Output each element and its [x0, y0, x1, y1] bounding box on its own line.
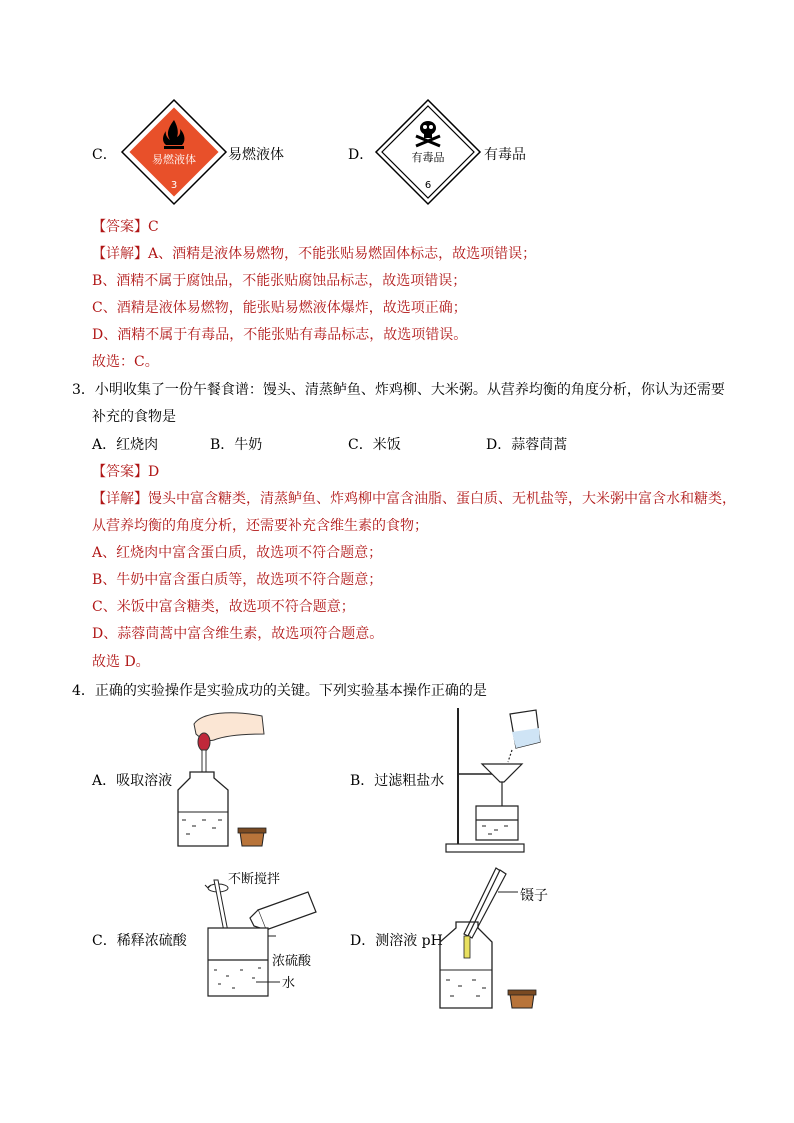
- tweezers-icon: [464, 868, 518, 938]
- beaker-icon: [208, 928, 268, 996]
- sign-c-class-number: 3: [170, 180, 178, 191]
- detail-text: A、酒精是液体易燃物，不能张贴易燃固体标志，故选项错误；: [148, 246, 537, 262]
- q4-option-a: A．吸取溶液: [92, 773, 173, 789]
- sign-d-class-number: 6: [424, 180, 432, 191]
- reagent-bottle-icon: [178, 772, 228, 846]
- flammable-liquid-sign: [120, 98, 228, 206]
- q3-option-c: C．米饭: [348, 437, 401, 453]
- q3-detail-line-d: D、蒜蓉茼蒿中富含维生素，故选项符合题意。: [92, 626, 384, 642]
- q3-detail-line-a: A、红烧肉中富含蛋白质，故选项不符合题意；: [92, 545, 383, 561]
- dilution-illustration: [196, 870, 326, 1000]
- q2-detail-line-a: [92, 243, 536, 263]
- stopper-icon: [508, 990, 536, 1008]
- answer-value: D: [148, 464, 160, 480]
- q4-stem: 4．正确的实验操作是实验成功的关键。下列实验基本操作正确的是: [72, 683, 487, 699]
- q2-detail-line-b: B、酒精不属于腐蚀品，不能张贴腐蚀品标志，故选项错误；: [92, 273, 467, 289]
- q3-detail-line-1: [92, 488, 736, 508]
- q3-detail-line-b: B、牛奶中富含蛋白质等，故选项不符合题意；: [92, 572, 383, 588]
- answer-tag: 【答案】: [92, 464, 148, 480]
- answer-value: C: [148, 219, 159, 235]
- q4-option-c: C．稀释浓硫酸: [92, 933, 187, 949]
- detail-tag: 【详解】: [92, 491, 148, 507]
- q2-conclusion: 故选：C。: [92, 354, 159, 370]
- label-conc-acid: 浓硫酸: [272, 954, 312, 969]
- filtration-illustration: [442, 706, 542, 856]
- detail-text: 馒头中富含糖类，清蒸鲈鱼、炸鸡柳中富含油脂、蛋白质、无机盐等，大米粥中富含水和糖类，: [148, 491, 736, 507]
- stopper-icon: [238, 828, 266, 846]
- q3-option-a: A．红烧肉: [92, 437, 159, 453]
- q3-conclusion: 故选 D。: [92, 654, 150, 670]
- q4-option-b: B．过滤粗盐水: [350, 773, 445, 789]
- sign-d-text: 有毒品: [411, 151, 445, 164]
- label-stir: 不断搅拌: [228, 872, 281, 887]
- sign-c-text: 易燃液体: [152, 153, 196, 166]
- ph-test-illustration: [434, 866, 544, 1016]
- option-d-label: 有毒品: [484, 147, 526, 163]
- acid-bottle-icon: [250, 892, 316, 930]
- option-c-letter: C．: [92, 147, 117, 163]
- beaker-pouring-icon: [508, 710, 540, 762]
- q2-detail-line-c: C、酒精是液体易燃物，能张贴易燃液体爆炸，故选项正确；: [92, 300, 467, 316]
- label-tweezers: 镊子: [520, 888, 548, 904]
- toxic-sign: [374, 98, 482, 206]
- option-d-letter: D．: [348, 147, 374, 163]
- q3-stem-line-2: 补充的食物是: [92, 409, 176, 425]
- q3-answer: [92, 461, 159, 481]
- detail-tag: 【详解】: [92, 246, 148, 262]
- ph-paper-icon: [464, 936, 470, 958]
- q2-answer: [92, 216, 159, 236]
- q3-detail-line-c: C、米饭中富含糖类，故选项不符合题意；: [92, 599, 355, 615]
- q3-option-b: B．牛奶: [210, 437, 263, 453]
- q3-option-d: D．蒜蓉茼蒿: [486, 437, 568, 453]
- answer-tag: 【答案】: [92, 219, 148, 235]
- label-water: 水: [282, 976, 296, 991]
- q2-detail-line-d: D、酒精不属于有毒品，不能张贴有毒品标志，故选项错误。: [92, 327, 468, 343]
- q3-detail-line-2: 从营养均衡的角度分析，还需要补充含维生素的食物；: [92, 518, 428, 534]
- receiving-beaker-icon: [476, 806, 518, 840]
- option-c-label: 易燃液体: [228, 147, 284, 163]
- q3-stem-line-1: 3．小明收集了一份午餐食谱：馒头、清蒸鲈鱼、炸鸡柳、大米粥。从营养均衡的角度分析，你认为还需要: [72, 382, 725, 398]
- q4-option-d: D．测溶液 pH: [350, 933, 443, 949]
- pipette-illustration: [172, 708, 272, 848]
